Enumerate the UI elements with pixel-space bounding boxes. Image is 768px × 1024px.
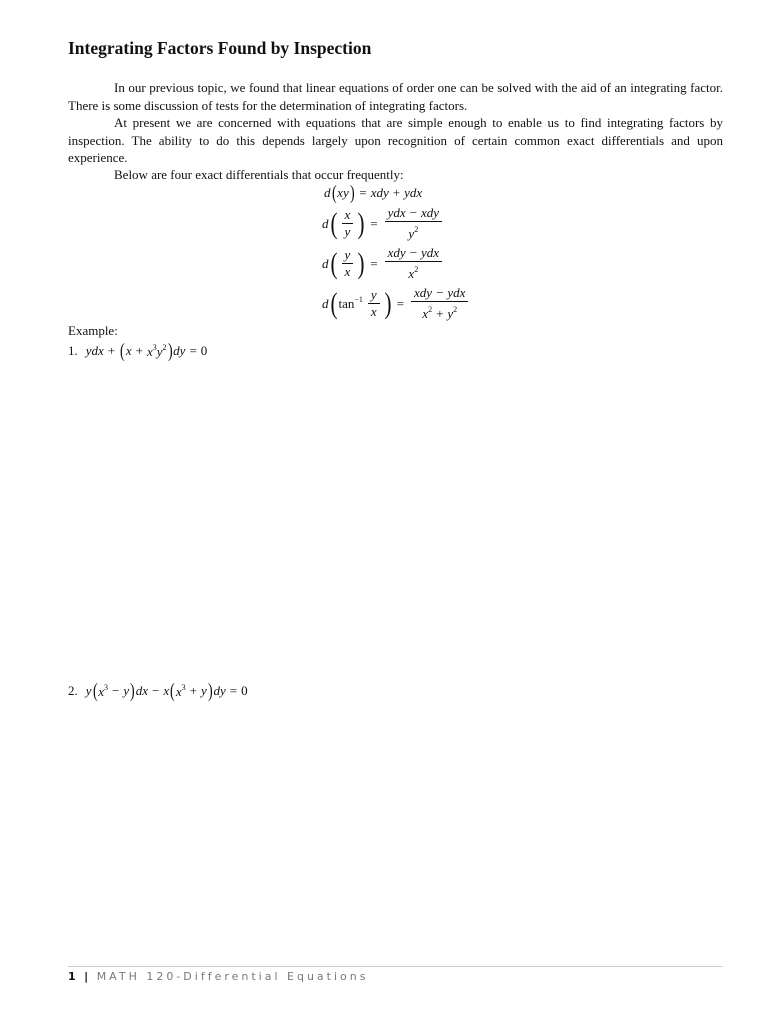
- course-name: MATH 120-Differential Equations: [96, 970, 369, 983]
- formula-d-arctan: d ( $\tan^{-1}$ $\frac{y}{x}$ ) = $\frac{\text{xdy − ydx}}{x^2 + y^2}$: [322, 286, 471, 321]
- paragraph-differentials-intro: Below are four exact differentials that occur frequently:: [114, 167, 404, 182]
- formula-d-xy: d ( xy ) = xdy + ydx: [324, 182, 423, 204]
- page-title: Integrating Factors Found by Inspection: [68, 38, 372, 58]
- example-1: 1. ydx + ( x + $x^3y^2$ ) dy = 0: [68, 340, 208, 362]
- paragraph-intro: In our previous topic, we found that linear equations of order one can be solved with the aid of an integrating factor. There is some discussion of tests for the determination of integrating factors.: [68, 80, 723, 113]
- example-2-number: 2.: [68, 683, 78, 698]
- page-number: 1: [68, 970, 76, 983]
- formula-d-x-over-y: d ( $\frac{x}{y}$ ) = $\frac{\text{ydx − xdy}}{y^2}$: [322, 206, 445, 241]
- footer-separator: |: [84, 970, 89, 983]
- footer-divider: [68, 966, 723, 967]
- example-2: 2. y ( $x^3$ − y ) dx − x ( $x^3$ + y ) dy = 0: [68, 680, 248, 702]
- formula-d-y-over-x: d ( $\frac{y}{x}$ ) = $\frac{\text{xdy − ydx}}{x^2}$: [322, 246, 445, 281]
- paragraph-inspection: At present we are concerned with equations that are simple enough to enable us to find integrating factors by inspection. The ability to do this depends largely upon recognition of certain common exact differentials and upon experience.: [68, 115, 723, 165]
- page-footer: [68, 970, 368, 983]
- example-label: Example:: [68, 323, 118, 338]
- example-1-number: 1.: [68, 343, 78, 358]
